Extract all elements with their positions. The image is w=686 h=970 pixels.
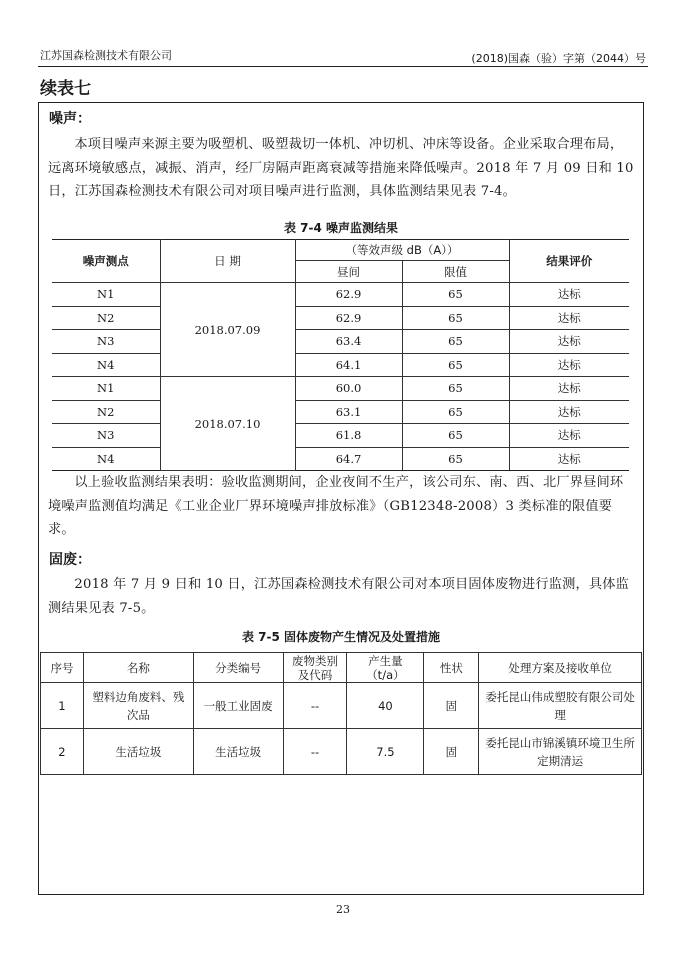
category-code-cell: 一般工业固废	[193, 683, 283, 729]
serial-no-cell: 2	[41, 729, 84, 775]
name-cell: 塑料边角废料、残次品	[83, 683, 193, 729]
disposal-cell: 委托昆山伟成塑胶有限公司处理	[479, 683, 642, 729]
limit-value-cell: 65	[402, 400, 509, 424]
amount-cell: 40	[347, 683, 424, 729]
table-7-5-caption: 表 7-5 固体废物产生情况及处置措施	[241, 630, 441, 644]
noise-paragraph	[48, 133, 634, 204]
serial-no-cell: 1	[41, 683, 84, 729]
waste-category-cell: --	[283, 729, 347, 775]
noise-table-row	[52, 377, 629, 401]
limit-value-cell: 65	[402, 283, 509, 307]
limit-value-cell: 65	[402, 306, 509, 330]
date-cell: 2018.07.10	[160, 377, 295, 471]
state-cell: 固	[424, 729, 479, 775]
limit-value-cell: 65	[402, 377, 509, 401]
noise-table-row	[52, 353, 629, 377]
solid-waste-paragraph-text: 2018 年 7 月 9 日和 10 日，江苏国森检测技术有限公司对本项目固体废物进行监测，具体监测结果见表 7-5。	[48, 577, 630, 616]
noise-point-cell: N3	[52, 330, 160, 354]
evaluation-cell: 达标	[509, 424, 629, 448]
table-7-4-caption: 表 7-4 噪声监测结果	[283, 221, 399, 235]
col-date: 日 期	[160, 240, 295, 283]
noise-table-row	[52, 283, 629, 307]
noise-table-row	[52, 330, 629, 354]
col-noise-point: 噪声测点	[52, 240, 160, 283]
col-name: 名称	[83, 653, 193, 683]
daytime-value-cell: 61.8	[295, 424, 402, 448]
solid-waste-paragraph	[48, 573, 634, 620]
daytime-value-cell: 62.9	[295, 283, 402, 307]
col-serial-no: 序号	[41, 653, 84, 683]
page-number: 23	[336, 903, 350, 916]
daytime-value-cell: 64.7	[295, 447, 402, 471]
col-amount: 产生量（t/a）	[347, 653, 424, 683]
daytime-value-cell: 64.1	[295, 353, 402, 377]
noise-table-row	[52, 447, 629, 471]
col-category-code: 分类编号	[193, 653, 283, 683]
state-cell: 固	[424, 683, 479, 729]
noise-table-row	[52, 424, 629, 448]
noise-table-body	[52, 283, 629, 471]
disposal-cell: 委托昆山市锦溪镇环境卫生所定期清运	[479, 729, 642, 775]
limit-value-cell: 65	[402, 353, 509, 377]
noise-table	[52, 239, 629, 471]
header-report-number: (2018)国森（验）字第（2044）号	[471, 52, 646, 65]
name-cell: 生活垃圾	[83, 729, 193, 775]
col-daytime: 昼间	[295, 261, 402, 283]
col-evaluation: 结果评价	[509, 240, 629, 283]
solid-waste-heading: 固废：	[49, 552, 91, 568]
col-state: 性状	[424, 653, 479, 683]
noise-point-cell: N2	[52, 306, 160, 330]
limit-value-cell: 65	[402, 424, 509, 448]
limit-value-cell: 65	[402, 447, 509, 471]
evaluation-cell: 达标	[509, 330, 629, 354]
solid-waste-row	[41, 683, 642, 729]
noise-point-cell: N1	[52, 377, 160, 401]
header-company: 江苏国森检测技术有限公司	[40, 49, 172, 62]
noise-heading: 噪声：	[49, 111, 91, 127]
noise-point-cell: N1	[52, 283, 160, 307]
col-disposal: 处理方案及接收单位	[479, 653, 642, 683]
daytime-value-cell: 63.4	[295, 330, 402, 354]
evaluation-cell: 达标	[509, 283, 629, 307]
evaluation-cell: 达标	[509, 447, 629, 471]
daytime-value-cell: 62.9	[295, 306, 402, 330]
daytime-value-cell: 60.0	[295, 377, 402, 401]
noise-point-cell: N4	[52, 353, 160, 377]
solid-waste-table-body	[41, 683, 642, 775]
section-title: 续表七	[40, 79, 91, 99]
col-waste-category: 废物类别及代码	[283, 653, 347, 683]
amount-cell: 7.5	[347, 729, 424, 775]
solid-waste-table	[40, 652, 642, 775]
noise-table-row	[52, 306, 629, 330]
solid-waste-row	[41, 729, 642, 775]
evaluation-cell: 达标	[509, 400, 629, 424]
evaluation-cell: 达标	[509, 377, 629, 401]
category-code-cell: 生活垃圾	[193, 729, 283, 775]
daytime-value-cell: 63.1	[295, 400, 402, 424]
noise-conclusion	[48, 471, 634, 542]
header-rule	[38, 66, 648, 67]
noise-conclusion-text: 以上验收监测结果表明：验收监测期间，企业夜间不生产，该公司东、南、西、北厂界昼间环境噪声监测值均满足《工业企业厂界环境噪声排放标准》（GB12348-2008）3 类标准的限值要求。	[48, 475, 624, 537]
evaluation-cell: 达标	[509, 306, 629, 330]
noise-point-cell: N3	[52, 424, 160, 448]
noise-point-cell: N2	[52, 400, 160, 424]
evaluation-cell: 达标	[509, 353, 629, 377]
col-equivalent-level: （等效声级 dB（A））	[295, 240, 509, 261]
noise-point-cell: N4	[52, 447, 160, 471]
waste-category-cell: --	[283, 683, 347, 729]
col-limit: 限值	[402, 261, 509, 283]
noise-table-row	[52, 400, 629, 424]
limit-value-cell: 65	[402, 330, 509, 354]
noise-paragraph-text: 本项目噪声来源主要为吸塑机、吸塑裁切一体机、冲切机、冲床等设备。企业采取合理布局，远离环境敏感点，减振、消声，经厂房隔声距离衰减等措施来降低噪声。2018 年 7 月 09 日和 10 日，江苏国森检测技术有限公司对项目噪声进行监测，具体监测结果见表 7-4。	[48, 137, 634, 199]
date-cell: 2018.07.09	[160, 283, 295, 377]
